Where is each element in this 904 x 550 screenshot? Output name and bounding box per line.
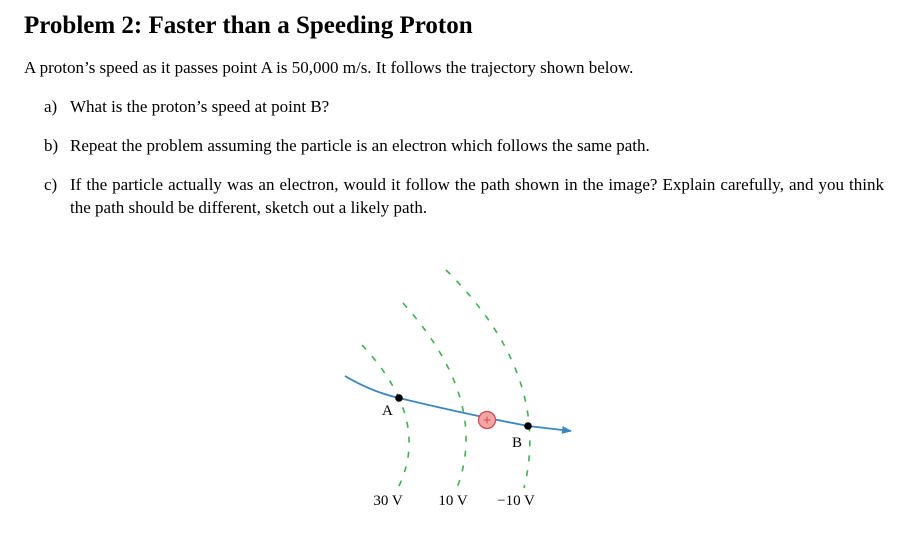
question-a-text: What is the proton’s speed at point B? (70, 97, 330, 116)
potential-label-30v: 30 V (373, 493, 403, 509)
potential-label-10v: 10 V (438, 493, 468, 509)
charge-symbol: + (482, 413, 492, 429)
potential-label-neg10v: −10 V (497, 493, 535, 509)
question-c-text: If the particle actually was an electron, would it follow the path shown in the image? Explain carefully, and you think the path should be different, sketch out a likely path. (70, 175, 884, 217)
proton-trajectory (345, 376, 571, 431)
equipotential-line-neg10v (446, 270, 530, 488)
point-a-label: A (382, 403, 393, 419)
question-b-label: b) (44, 136, 59, 155)
point-a-marker (395, 394, 403, 402)
question-a-label: a) (44, 97, 58, 116)
question-b-text: Repeat the problem assuming the particle is an electron which follows the same path. (70, 136, 650, 155)
problem-intro: A proton’s speed as it passes point A is 50,000 m/s. It follows the trajectory shown below. (24, 58, 634, 77)
question-c-label: c) (44, 175, 58, 194)
point-b-marker (524, 422, 532, 430)
point-b-label: B (512, 435, 523, 451)
equipotential-line-10v (403, 303, 466, 488)
problem-title: Problem 2: Faster than a Speeding Proton (24, 12, 473, 39)
